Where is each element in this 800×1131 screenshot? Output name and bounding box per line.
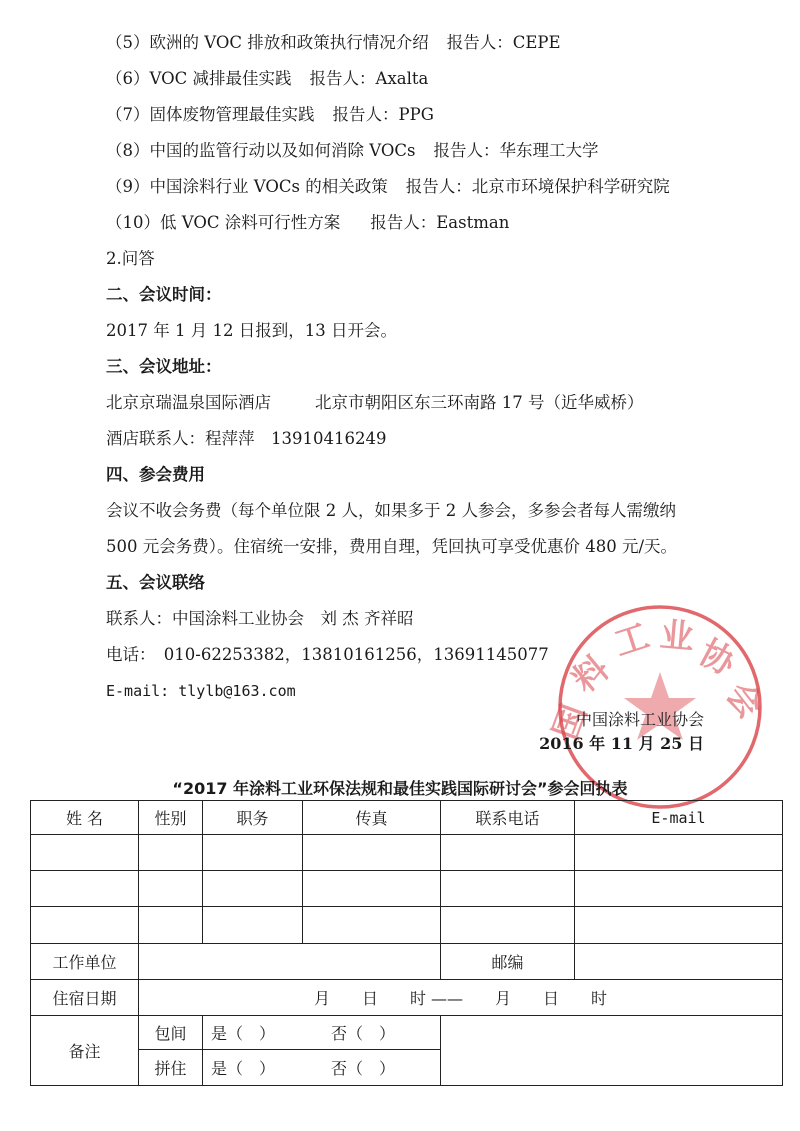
work-unit-label: 工作单位 bbox=[31, 944, 139, 980]
fees-line-2: 500 元会务费）。住宿统一安排，费用自理，凭回执可享受优惠价 480 元/天。 bbox=[106, 537, 678, 556]
room-private-label: 包间 bbox=[139, 1016, 203, 1050]
hotel-contact: 酒店联系人：程萍萍 13910416249 bbox=[106, 429, 387, 448]
name-cell[interactable] bbox=[31, 907, 139, 944]
hotel-address: 北京市朝阳区东三环南路 17 号（近华威桥） bbox=[315, 393, 644, 412]
position-cell[interactable] bbox=[203, 835, 303, 871]
fax-cell[interactable] bbox=[303, 871, 441, 907]
table-row bbox=[31, 871, 783, 907]
stay-dates-field[interactable]: 月 日 时 —— 月 日 时 bbox=[139, 980, 783, 1016]
svg-text:国: 国 bbox=[545, 699, 596, 746]
gender-cell[interactable] bbox=[139, 835, 203, 871]
time-text: 2017 年 1 月 12 日报到，13 日开会。 bbox=[106, 321, 397, 340]
svg-text:业: 业 bbox=[658, 615, 696, 658]
reply-form-table bbox=[30, 800, 783, 1086]
contact-person: 联系人：中国涂料工业协会 刘 杰 齐祥昭 bbox=[106, 609, 414, 628]
header-position: 职务 bbox=[203, 801, 303, 835]
agenda-item-6: （6）VOC 减排最佳实践 报告人：Axalta bbox=[106, 69, 429, 88]
name-cell[interactable] bbox=[31, 835, 139, 871]
table-row bbox=[31, 907, 783, 944]
email-cell[interactable] bbox=[575, 907, 783, 944]
remarks-label: 备注 bbox=[31, 1016, 139, 1086]
contact-phone: 电话： 010-62253382，13810161256，13691145077 bbox=[106, 645, 549, 664]
work-unit-row bbox=[31, 944, 783, 980]
agenda-item-8: （8）中国的监管行动以及如何消除 VOCs 报告人：华东理工大学 bbox=[106, 141, 599, 160]
no-option[interactable]: 否（ ） bbox=[331, 1024, 396, 1043]
hotel-name: 北京京瑞温泉国际酒店 bbox=[106, 393, 271, 412]
room-shared-choice[interactable] bbox=[203, 1050, 441, 1086]
signature-date: 2016 年 11 月 25 日 bbox=[539, 734, 704, 753]
svg-text:料: 料 bbox=[565, 648, 617, 701]
header-fax: 传真 bbox=[303, 801, 441, 835]
room-private-choice[interactable] bbox=[203, 1016, 441, 1050]
gender-cell[interactable] bbox=[139, 871, 203, 907]
fax-cell[interactable] bbox=[303, 907, 441, 944]
remarks-row-private bbox=[31, 1016, 783, 1050]
svg-text:会: 会 bbox=[717, 674, 771, 727]
no-option[interactable]: 否（ ） bbox=[331, 1059, 396, 1078]
email-cell[interactable] bbox=[575, 835, 783, 871]
time-heading: 二、会议时间： bbox=[106, 285, 222, 304]
yes-option[interactable]: 是（ ） bbox=[211, 1059, 276, 1078]
form-header-row bbox=[31, 801, 783, 835]
position-cell[interactable] bbox=[203, 907, 303, 944]
signature-org: 中国涂料工业协会 bbox=[575, 710, 704, 729]
contact-heading: 五、会议联络 bbox=[106, 573, 205, 592]
table-row bbox=[31, 835, 783, 871]
header-phone: 联系电话 bbox=[441, 801, 575, 835]
svg-text:协: 协 bbox=[692, 632, 742, 684]
fax-cell[interactable] bbox=[303, 835, 441, 871]
email-cell[interactable] bbox=[575, 871, 783, 907]
stay-row bbox=[31, 980, 783, 1016]
remarks-field[interactable] bbox=[441, 1016, 783, 1086]
svg-text:工: 工 bbox=[609, 616, 655, 665]
position-cell[interactable] bbox=[203, 871, 303, 907]
yes-option[interactable]: 是（ ） bbox=[211, 1024, 276, 1043]
gender-cell[interactable] bbox=[139, 907, 203, 944]
agenda-item-10: （10）低 VOC 涂料可行性方案 报告人：Eastman bbox=[106, 213, 510, 232]
form-title: “2017 年涂料工业环保法规和最佳实践国际研讨会”参会回执表 bbox=[172, 779, 628, 798]
venue-line bbox=[106, 392, 644, 414]
work-unit-field[interactable] bbox=[139, 944, 441, 980]
phone-cell[interactable] bbox=[441, 871, 575, 907]
agenda-item-7: （7）固体废物管理最佳实践 报告人：PPG bbox=[106, 105, 434, 124]
agenda-item-5: （5）欧洲的 VOC 排放和政策执行情况介绍 报告人：CEPE bbox=[106, 33, 561, 52]
header-gender: 性别 bbox=[139, 801, 203, 835]
stay-label: 住宿日期 bbox=[31, 980, 139, 1016]
header-email: E-mail bbox=[575, 801, 783, 835]
phone-cell[interactable] bbox=[441, 907, 575, 944]
contact-email[interactable]: E-mail: tlylb@163.com bbox=[106, 682, 296, 700]
fees-line-1: 会议不收会务费（每个单位限 2 人，如果多于 2 人参会，多参会者每人需缴纳 bbox=[106, 501, 676, 520]
fees-heading: 四、参会费用 bbox=[106, 465, 205, 484]
postcode-label: 邮编 bbox=[441, 944, 575, 980]
agenda-item-9: （9）中国涂料行业 VOCs 的相关政策 报告人：北京市环境保护科学研究院 bbox=[106, 177, 670, 196]
venue-heading: 三、会议地址： bbox=[106, 357, 222, 376]
phone-cell[interactable] bbox=[441, 835, 575, 871]
room-shared-label: 拼住 bbox=[139, 1050, 203, 1086]
postcode-field[interactable] bbox=[575, 944, 783, 980]
name-cell[interactable] bbox=[31, 871, 139, 907]
qa-item: 2.问答 bbox=[106, 249, 155, 268]
header-name: 姓 名 bbox=[31, 801, 139, 835]
